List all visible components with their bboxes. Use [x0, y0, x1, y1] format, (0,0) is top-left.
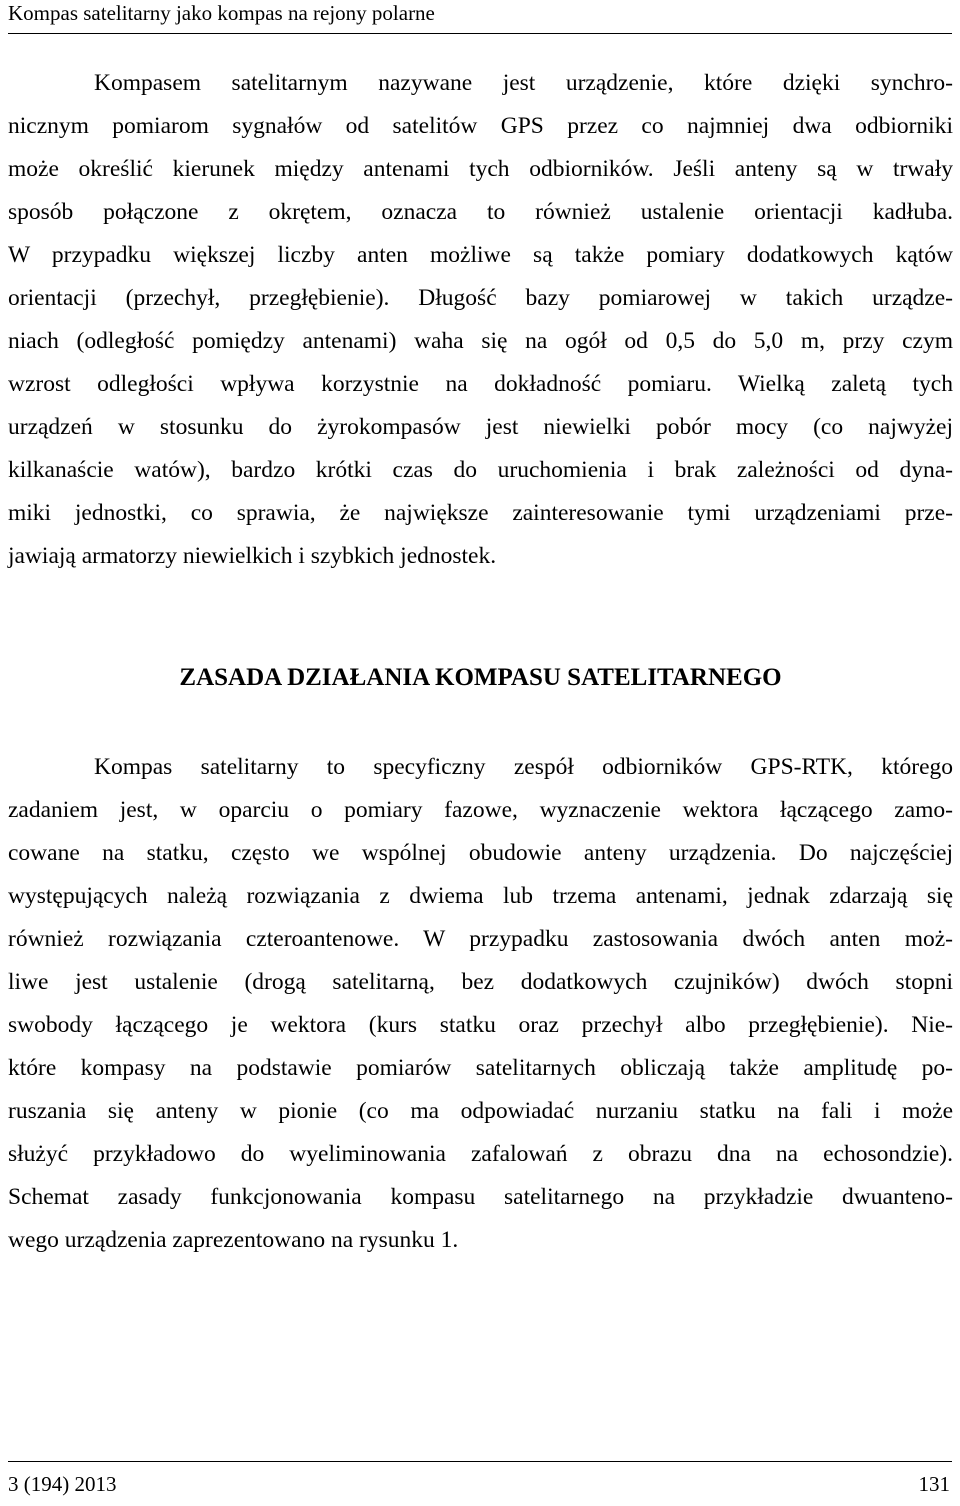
paragraph-line: cowane na statku, często we wspólnej obudowie anteny urządzenia. Do najczęściej	[8, 840, 953, 866]
paragraph-line: niach (odległość pomiędzy antenami) waha się na ogół od 0,5 do 5,0 m, przy czym	[8, 328, 953, 354]
paragraph-line: sposób połączone z okrętem, oznacza to również ustalenie orientacji kadłuba.	[8, 199, 953, 225]
page-footer	[8, 1461, 952, 1506]
paragraph-line: Schemat zasady funkcjonowania kompasu satelitarnego na przykładzie dwuanteno-	[8, 1184, 953, 1210]
section-heading: ZASADA DZIAŁANIA KOMPASU SATELITARNEGO	[179, 664, 782, 691]
paragraph-line: W przypadku większej liczby anten możliwe są także pomiary dodatkowych kątów	[8, 242, 953, 268]
page-number: 131	[918, 1472, 950, 1496]
paragraph-line: zadaniem jest, w oparciu o pomiary fazowe, wyznaczenie wektora łączącego zamo-	[8, 797, 953, 823]
paragraph-line: Kompas satelitarny to specyficzny zespół odbiorników GPS-RTK, którego	[94, 754, 953, 780]
paragraph-line: liwe jest ustalenie (drogą satelitarną, bez dodatkowych czujników) dwóch stopni	[8, 969, 953, 995]
paragraph-line: może określić kierunek między antenami tych odbiorników. Jeśli anteny są w trwały	[8, 156, 953, 182]
paragraph-line: służyć przykładowo do wyeliminowania zafalowań z obrazu dna na echosondzie).	[8, 1141, 953, 1167]
running-title: Kompas satelitarny jako kompas na rejony polarne	[8, 1, 435, 25]
paragraph-line: urządzeń w stosunku do żyrokompasów jest niewielki pobór mocy (co najwyżej	[8, 414, 953, 440]
paragraph-line: orientacji (przechył, przegłębienie). Długość bazy pomiarowej w takich urządze-	[8, 285, 953, 311]
paragraph-line: kilkanaście watów), bardzo krótki czas do uruchomienia i brak zależności od dyna-	[8, 457, 953, 483]
paragraph-line: swobody łączącego je wektora (kurs statku oraz przechył albo przegłębienie). Nie-	[8, 1012, 953, 1038]
paragraph-line: ruszania się anteny w pionie (co ma odpowiadać nurzaniu statku na fali i może	[8, 1098, 953, 1124]
paragraph-line: wego urządzenia zaprezentowano na rysunku 1.	[8, 1227, 459, 1253]
paragraph-principle	[8, 746, 953, 1262]
paragraph-line: Kompasem satelitarnym nazywane jest urządzenie, które dzięki synchro-	[94, 70, 953, 96]
paragraph-line: wzrost odległości wpływa korzystnie na dokładność pomiaru. Wielką zaletą tych	[8, 371, 953, 397]
running-header	[8, 0, 952, 34]
paragraph-line: występujących należą rozwiązania z dwiema lub trzema antenami, jednak zdarzają się	[8, 883, 953, 909]
issue-number: 3 (194) 2013	[8, 1472, 117, 1496]
paragraph-line: jawiają armatorzy niewielkich i szybkich jednostek.	[8, 543, 497, 569]
paragraph-line: nicznym pomiarom sygnałów od satelitów GPS przez co najmniej dwa odbiorniki	[8, 113, 953, 139]
paragraph-line: również rozwiązania czteroantenowe. W przypadku zastosowania dwóch anten moż-	[8, 926, 953, 952]
paragraph-line: miki jednostki, co sprawia, że największe zainteresowanie tymi urządzeniami prze-	[8, 500, 953, 526]
paragraph-intro	[8, 62, 953, 578]
paragraph-line: które kompasy na podstawie pomiarów satelitarnych obliczają także amplitudę po-	[8, 1055, 953, 1081]
